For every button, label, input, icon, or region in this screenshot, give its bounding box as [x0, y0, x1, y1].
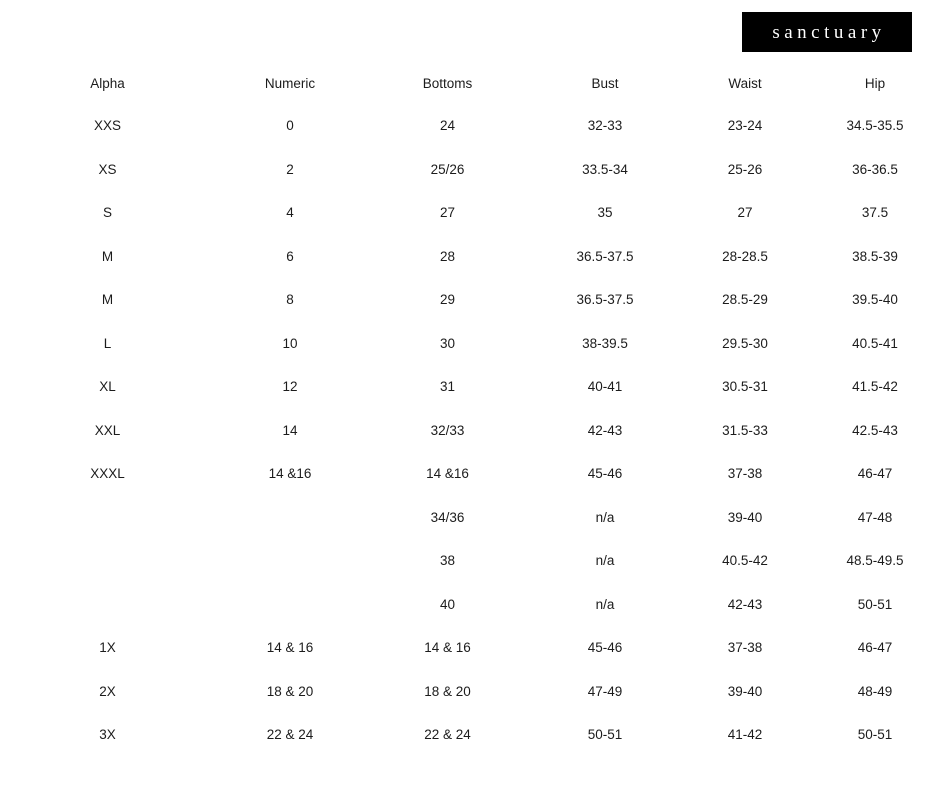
cell-waist: 28-28.5 — [722, 248, 768, 264]
cell-numeric: 6 — [286, 248, 294, 264]
cell-bottoms: 32/33 — [430, 422, 465, 438]
cell-bust: 42-43 — [587, 422, 623, 438]
cell-bust: n/a — [595, 553, 615, 569]
cell-alpha: XXXL — [90, 466, 125, 482]
table-row — [0, 278, 940, 322]
cell-numeric: 18 & 20 — [266, 683, 314, 699]
cell-waist: 37-38 — [727, 640, 763, 656]
cell-hip: 37.5 — [861, 205, 889, 221]
cell-numeric: 12 — [282, 379, 298, 395]
cell-hip: 50-51 — [857, 727, 893, 743]
cell-numeric — [215, 583, 365, 627]
cell-hip: 46-47 — [857, 466, 893, 482]
cell-bottoms: 28 — [439, 248, 456, 264]
cell-bottoms: 14 &16 — [426, 466, 469, 482]
cell-numeric — [215, 539, 365, 583]
table-row — [0, 452, 940, 496]
cell-numeric: 10 — [282, 335, 298, 351]
cell-bottoms: 14 & 16 — [424, 640, 471, 656]
cell-bottoms: 40 — [439, 596, 456, 612]
cell-bottoms: 31 — [439, 379, 456, 395]
cell-bottoms: 27 — [439, 205, 456, 221]
cell-waist: 31.5-33 — [722, 422, 768, 438]
table-row — [0, 670, 940, 714]
cell-alpha: M — [101, 292, 114, 308]
column-header-hip: Hip — [864, 75, 886, 91]
table-header-row — [0, 62, 940, 104]
cell-hip: 36-36.5 — [852, 161, 898, 177]
table-row — [0, 322, 940, 366]
cell-waist: 41-42 — [727, 727, 763, 743]
cell-bust: 38-39.5 — [582, 335, 628, 351]
cell-bottoms: 25/26 — [430, 161, 465, 177]
cell-hip: 38.5-39 — [852, 248, 898, 264]
size-chart-body — [0, 104, 940, 757]
cell-alpha: XL — [99, 379, 116, 395]
cell-hip: 48.5-49.5 — [846, 553, 904, 569]
cell-bust: 36.5-37.5 — [576, 248, 634, 264]
cell-numeric: 14 & 16 — [266, 640, 314, 656]
table-row — [0, 148, 940, 192]
table-row — [0, 713, 940, 757]
table-row — [0, 235, 940, 279]
cell-waist: 29.5-30 — [722, 335, 768, 351]
table-row — [0, 365, 940, 409]
cell-hip: 50-51 — [857, 596, 893, 612]
cell-alpha: XXS — [93, 118, 121, 134]
table-row — [0, 539, 940, 583]
brand-logo — [742, 12, 912, 52]
cell-alpha: L — [103, 335, 112, 351]
cell-numeric: 4 — [286, 205, 294, 221]
cell-numeric: 14 &16 — [268, 466, 312, 482]
cell-bust: 40-41 — [587, 379, 623, 395]
cell-bottoms: 29 — [439, 292, 456, 308]
cell-alpha: 3X — [99, 727, 116, 743]
cell-bust: 47-49 — [587, 683, 623, 699]
cell-alpha — [0, 583, 215, 627]
table-row — [0, 104, 940, 148]
column-header-bust: Bust — [591, 75, 619, 91]
cell-hip: 48-49 — [857, 683, 893, 699]
cell-hip: 40.5-41 — [852, 335, 898, 351]
cell-bust: n/a — [595, 509, 615, 525]
cell-bottoms: 22 & 24 — [424, 727, 471, 743]
cell-hip: 41.5-42 — [852, 379, 898, 395]
cell-bottoms: 34/36 — [430, 509, 465, 525]
cell-hip: 46-47 — [857, 640, 893, 656]
cell-numeric: 14 — [282, 422, 298, 438]
cell-bottoms: 30 — [439, 335, 456, 351]
table-row — [0, 626, 940, 670]
cell-bottoms: 24 — [439, 118, 456, 134]
table-row — [0, 496, 940, 540]
cell-bust: 36.5-37.5 — [576, 292, 634, 308]
cell-numeric — [215, 496, 365, 540]
cell-numeric: 8 — [286, 292, 294, 308]
cell-hip: 34.5-35.5 — [846, 118, 904, 134]
cell-alpha: 2X — [99, 683, 116, 699]
cell-waist: 40.5-42 — [722, 553, 768, 569]
cell-bust: 35 — [597, 205, 613, 221]
cell-alpha: XXL — [94, 422, 121, 438]
column-header-waist: Waist — [728, 75, 762, 91]
cell-bust: 32-33 — [587, 118, 623, 134]
column-header-bottoms: Bottoms — [422, 75, 473, 91]
cell-numeric: 2 — [286, 161, 294, 177]
column-header-numeric: Numeric — [264, 75, 316, 91]
cell-waist: 30.5-31 — [722, 379, 768, 395]
cell-alpha: XS — [98, 161, 117, 177]
cell-bust: n/a — [595, 596, 615, 612]
cell-waist: 28.5-29 — [722, 292, 768, 308]
cell-waist: 23-24 — [727, 118, 763, 134]
cell-hip: 47-48 — [857, 509, 893, 525]
cell-numeric: 0 — [286, 118, 294, 134]
cell-alpha: S — [102, 205, 112, 221]
size-chart-table — [0, 62, 940, 757]
cell-bust: 45-46 — [587, 466, 623, 482]
cell-waist: 42-43 — [727, 596, 763, 612]
cell-numeric: 22 & 24 — [266, 727, 314, 743]
cell-bottoms: 18 & 20 — [424, 683, 471, 699]
table-row — [0, 409, 940, 453]
cell-bottoms: 38 — [439, 553, 456, 569]
column-header-alpha: Alpha — [90, 75, 125, 91]
table-row — [0, 583, 940, 627]
cell-alpha: 1X — [99, 640, 116, 656]
size-chart-header — [0, 62, 940, 104]
cell-waist: 27 — [737, 205, 753, 221]
cell-hip: 39.5-40 — [852, 292, 898, 308]
cell-bust: 33.5-34 — [582, 161, 628, 177]
table-row — [0, 191, 940, 235]
cell-waist: 39-40 — [727, 683, 763, 699]
cell-alpha — [0, 539, 215, 583]
cell-waist: 39-40 — [727, 509, 763, 525]
size-chart-container — [0, 62, 940, 757]
cell-waist: 37-38 — [727, 466, 763, 482]
cell-hip: 42.5-43 — [852, 422, 898, 438]
cell-waist: 25-26 — [727, 161, 763, 177]
cell-bust: 45-46 — [587, 640, 623, 656]
brand-logo-text: sanctuary — [772, 21, 886, 43]
cell-alpha — [0, 496, 215, 540]
cell-bust: 50-51 — [587, 727, 623, 743]
cell-alpha: M — [101, 248, 114, 264]
